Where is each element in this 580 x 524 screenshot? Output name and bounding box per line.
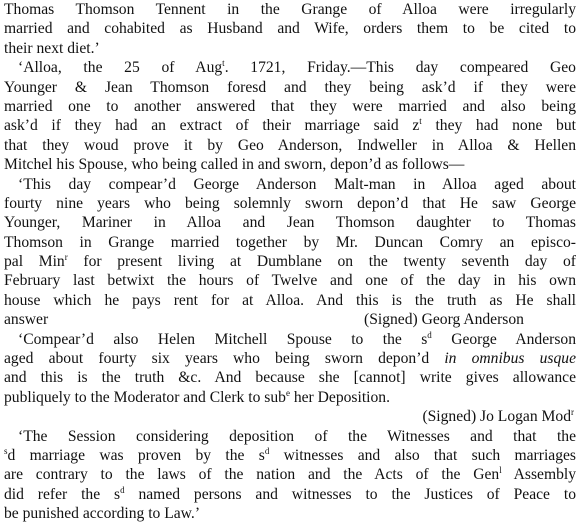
text-line: Thomson in Grange married together by Mr. Duncan Comry an episco- [4, 233, 576, 251]
document-page [4, 0, 576, 524]
text-line: Thomas Thomson Tennent in the Grange of Alloa were irregularly [4, 1, 576, 18]
text-line: Younger & Jean Thomson foresd and they being ask’d if they were [4, 78, 576, 96]
signature-anderson: (Signed) Georg Anderson [364, 311, 524, 329]
superscript: e [285, 387, 290, 398]
superscript: d [264, 445, 270, 456]
superscript: d [427, 329, 432, 340]
paragraph-start-line: ‘Compear’d also Helen Mitchell Spouse to the $s^d$ George Anderson [18, 329, 576, 348]
paragraph-start-line: ‘The Session considering deposition of the Witnesses and that the [18, 427, 576, 445]
signature-logan: (Signed) Jo Logan Mod$^r$ [422, 407, 574, 426]
text-line: are contrary to the laws of the nation and the Acts of the Gen$^l$ Assembly [4, 465, 576, 484]
superscript: t [222, 58, 225, 69]
text-line: February last betwixt the hours of Twelve and one of the day in his own [4, 272, 576, 290]
text-line: ask’d if they had an extract of their marriage said $z^t$ they had none but [4, 116, 576, 135]
text-line: publiquely to the Moderator and Clerk to sub$^e$ her Deposition. [4, 387, 390, 406]
paragraph-start-line: ‘Alloa, the 25 of Aug$^t$. 1721, Friday.—This day compeared Geo [18, 58, 576, 77]
text-line: fourty nine years who being solemnly sworn depon’d that He saw George [4, 194, 576, 212]
latin-phrase: in omnibus usque [444, 350, 576, 368]
signature-line: answer (Signed) Georg Anderson [4, 311, 524, 329]
text-line: and this is the truth &c. And because she [cannot] write gives allowance [4, 369, 576, 387]
superscript: s [4, 445, 8, 456]
text-line: that they woud prove it by Geo Anderson, Indweller in Alloa & Hellen [4, 136, 576, 154]
text-line: their next diet.’ [4, 39, 100, 57]
superscript: l [499, 465, 502, 476]
superscript: d [120, 484, 125, 495]
superscript: r [571, 407, 574, 418]
text-line: Younger, Mariner in Alloa and Jean Thomson daughter to Thomas [4, 214, 576, 232]
paragraph-start-line: ‘This day compear’d George Anderson Malt-man in Alloa aged about [18, 175, 576, 193]
text-line: did refer the $s^d$ named persons and witnesses to the Justices of Peace to [4, 484, 576, 503]
superscript: t [419, 116, 422, 127]
superscript: r [64, 252, 68, 263]
text-line: be punished according to Law.’ [4, 505, 201, 523]
text-line: $^s$d marriage was proven by the $s^d$ witnesses and also that such marriages [4, 445, 576, 464]
text-line: Mitchel his Spouse, who being called in and sworn, depon’d as follows— [4, 156, 465, 174]
text-line: house which he pays rent for at Alloa. And this is the truth as He shall [4, 291, 576, 309]
text-line: aged about fourty six years who being sworn depon’d in omnibus usque [4, 350, 576, 368]
text-line: married and cohabited as Husband and Wife, orders them to be cited to [4, 20, 576, 38]
text-line: pal Min$^r$ for present living at Dumblane on the twenty seventh day of [4, 252, 577, 271]
text-line: married one to another answered that they were married and also being [4, 97, 576, 115]
